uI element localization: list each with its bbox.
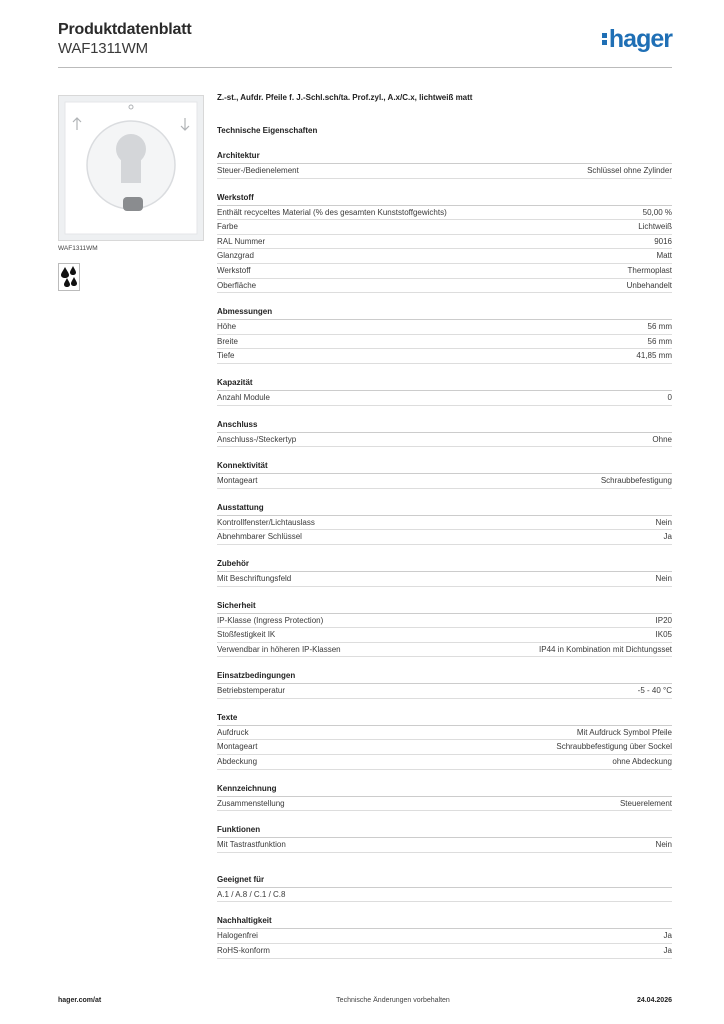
section-title: Zubehör	[217, 557, 672, 572]
spec-value: 56 mm	[647, 336, 672, 346]
page-title: Produktdatenblatt	[58, 21, 192, 38]
section-title: Anschluss	[217, 418, 672, 433]
spec-label: Breite	[217, 336, 238, 346]
spec-label: Stoßfestigkeit IK	[217, 630, 276, 640]
spec-label: Verwendbar in höheren IP-Klassen	[217, 644, 341, 654]
spec-label: Betriebstemperatur	[217, 686, 286, 696]
spec-label: Zusammenstellung	[217, 798, 285, 808]
spec-section	[217, 557, 672, 587]
spec-label: Kontrollfenster/Lichtauslass	[217, 517, 315, 527]
spec-label: Werkstoff	[217, 265, 251, 275]
water-drops-icon	[58, 263, 80, 291]
spec-label: A.1 / A.8 / C.1 / C.8	[217, 889, 286, 899]
logo-text: hager	[608, 25, 672, 53]
spec-value: Steuerelement	[619, 798, 672, 808]
spec-row	[217, 838, 672, 853]
spec-row	[217, 249, 672, 264]
spec-label: Aufdruck	[217, 727, 249, 737]
spec-label: Mit Tastrastfunktion	[217, 840, 286, 850]
spec-row	[217, 279, 672, 294]
spec-value: Ohne	[652, 434, 672, 444]
spec-row	[217, 628, 672, 643]
spec-row	[217, 755, 672, 770]
spec-row	[217, 797, 672, 812]
spec-section	[217, 305, 672, 364]
spec-value: IP44 in Kombination mit Dichtungsset	[539, 644, 672, 654]
spec-row	[217, 433, 672, 448]
spec-value: ohne Abdeckung	[612, 757, 672, 767]
spec-row	[217, 643, 672, 658]
section-title: Konnektivität	[217, 459, 672, 474]
spec-sections	[217, 149, 672, 959]
spec-label: IP-Klasse (Ingress Protection)	[217, 615, 324, 625]
spec-section	[217, 669, 672, 699]
spec-label: Höhe	[217, 322, 237, 332]
footer-date: 24.04.2026	[636, 997, 672, 1004]
spec-value: 56 mm	[647, 322, 672, 332]
product-number: WAF1311WM	[58, 40, 148, 57]
tech-heading: Technische Eigenschaften	[217, 126, 318, 135]
section-title: Nachhaltigkeit	[217, 914, 672, 929]
spec-section	[217, 873, 672, 903]
spec-label: Montageart	[217, 476, 258, 486]
spec-section	[217, 376, 672, 406]
spec-label: Anschluss-/Steckertyp	[217, 434, 297, 444]
spec-value: Nein	[655, 840, 672, 850]
spec-value: 41,85 mm	[636, 351, 672, 361]
spec-row	[217, 474, 672, 489]
section-title: Einsatzbedingungen	[217, 669, 672, 684]
spec-row	[217, 235, 672, 250]
spec-value: Ja	[663, 931, 672, 941]
section-title: Werkstoff	[217, 191, 672, 206]
spec-row	[217, 391, 672, 406]
spec-row	[217, 572, 672, 587]
spec-value: Schlüssel ohne Zylinder	[587, 166, 672, 175]
spec-value: Thermoplast	[627, 265, 672, 275]
spec-row	[217, 944, 672, 959]
document-header	[58, 20, 192, 58]
section-title: Ausstattung	[217, 501, 672, 516]
spec-label: Abdeckung	[217, 757, 258, 767]
spec-value: Schraubbefestigung über Sockel	[556, 742, 672, 752]
spec-section	[217, 823, 672, 853]
spec-value: IP20	[655, 615, 672, 625]
spec-value: 9016	[654, 236, 672, 246]
spec-section	[217, 149, 672, 179]
spec-section	[217, 459, 672, 489]
section-title: Geeignet für	[217, 873, 672, 888]
spec-section	[217, 782, 672, 812]
spec-row	[217, 530, 672, 545]
spec-label: Farbe	[217, 222, 238, 232]
spec-label: RAL Nummer	[217, 236, 266, 246]
spec-row	[217, 740, 672, 755]
spec-label: Abnehmbarer Schlüssel	[217, 532, 302, 542]
spec-row	[217, 929, 672, 944]
spec-row	[217, 206, 672, 221]
spec-label: Halogenfrei	[217, 931, 258, 941]
spec-value: Unbehandelt	[626, 280, 672, 290]
spec-value: Mit Aufdruck Symbol Pfeile	[576, 727, 672, 737]
image-caption: WAF1311WM	[58, 245, 98, 252]
spec-row	[217, 614, 672, 629]
spec-value: Ja	[663, 946, 672, 956]
spec-row	[217, 684, 672, 699]
product-description: Z.-st., Aufdr. Pfeile f. J.-Schl.sch/ta. Prof.zyl., A.x/C.x, lichtweiß matt	[217, 93, 473, 102]
spec-row	[217, 349, 672, 364]
spec-section	[217, 191, 672, 294]
spec-value: Nein	[655, 517, 672, 527]
spec-content	[217, 91, 672, 959]
spec-label: Tiefe	[217, 351, 235, 361]
section-title: Kennzeichnung	[217, 782, 672, 797]
header-divider	[58, 67, 672, 68]
spec-value: -5 - 40 °C	[637, 686, 672, 696]
spec-section	[217, 914, 672, 958]
spec-value: Nein	[655, 573, 672, 583]
spec-section	[217, 711, 672, 770]
spec-label: Enthält recyceltes Material (% des gesamten Kunststoffgewichts)	[217, 207, 447, 217]
spec-label: Montageart	[217, 742, 258, 752]
spec-value: 50,00 %	[642, 207, 672, 217]
footer-disclaimer: Technische Änderungen vorbehalten	[336, 997, 450, 1004]
spec-row	[217, 320, 672, 335]
spec-row	[217, 726, 672, 741]
spec-row	[217, 164, 672, 179]
section-title: Kapazität	[217, 376, 672, 391]
spec-value: Lichtweiß	[638, 222, 672, 232]
logo-dots-icon	[602, 32, 608, 46]
spec-label: Glanzgrad	[217, 251, 254, 261]
spec-value: Schraubbefestigung	[600, 476, 672, 486]
spec-section	[217, 418, 672, 448]
hager-logo[interactable]	[602, 26, 672, 52]
section-title: Sicherheit	[217, 599, 672, 614]
spec-value: IK05	[655, 630, 672, 640]
spec-value: Ja	[663, 532, 672, 542]
spec-label: Steuer-/Bedienelement	[217, 166, 299, 175]
spec-row	[217, 516, 672, 531]
spec-label: Oberfläche	[217, 280, 257, 290]
spec-section	[217, 599, 672, 658]
spec-row	[217, 335, 672, 350]
spec-label: Mit Beschriftungsfeld	[217, 573, 292, 583]
spec-label: Anzahl Module	[217, 392, 270, 402]
spec-label: RoHS-konform	[217, 946, 270, 956]
spec-row	[217, 264, 672, 279]
footer-website-link[interactable]: hager.com/at	[58, 997, 102, 1004]
spec-section	[217, 501, 672, 545]
spec-row	[217, 888, 672, 903]
section-title: Architektur	[217, 149, 672, 164]
section-title: Abmessungen	[217, 305, 672, 320]
product-image	[58, 95, 204, 241]
section-title: Funktionen	[217, 823, 672, 838]
spec-value: Matt	[656, 251, 672, 261]
spec-value: 0	[667, 392, 672, 402]
spec-row	[217, 220, 672, 235]
section-title: Texte	[217, 711, 672, 726]
